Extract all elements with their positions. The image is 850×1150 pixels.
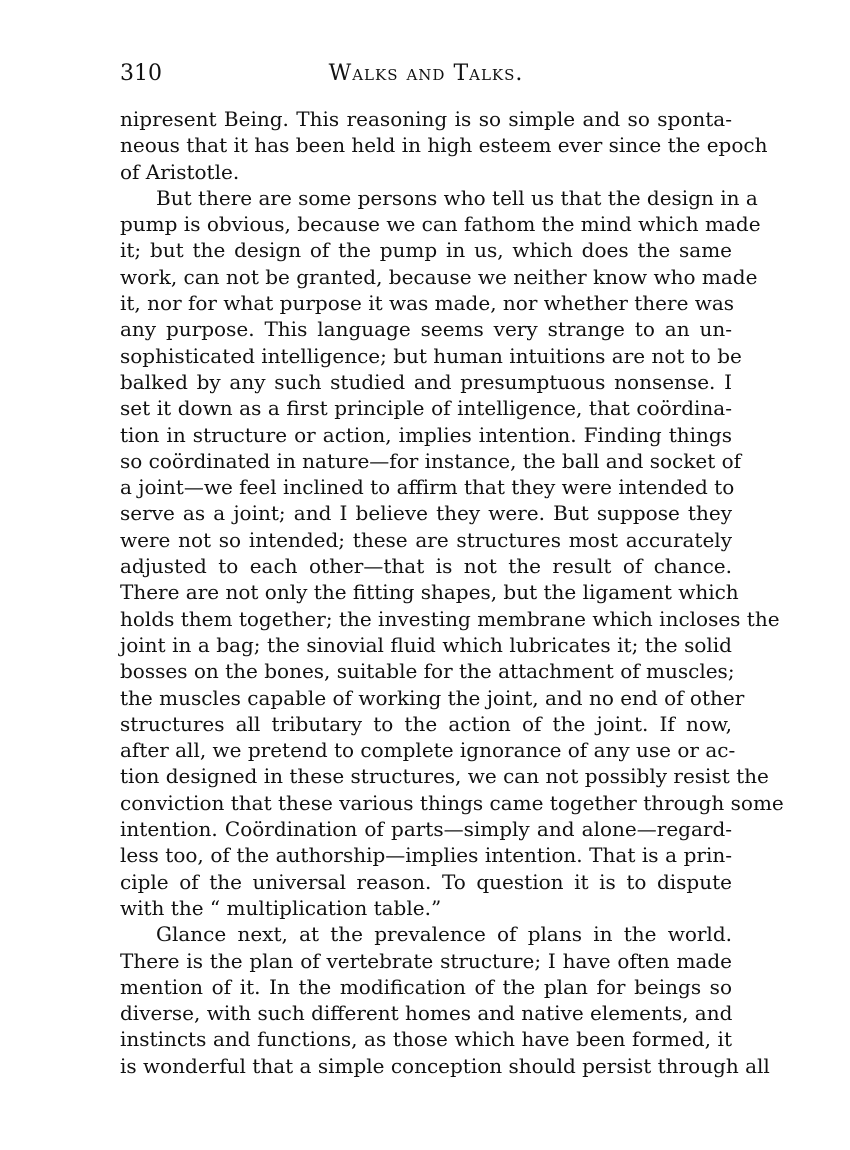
text-line: Glance next, at the prevalence of plans in the world. — [156, 922, 732, 947]
text-line: There is the plan of vertebrate structure; I have often made — [120, 948, 732, 973]
text-line: instincts and functions, as those which have been formed, it — [120, 1027, 732, 1052]
running-head — [120, 58, 732, 94]
text-line: work, can not be granted, because we neither know who made — [120, 264, 758, 289]
text-line: any purpose. This language seems very strange to an un- — [120, 317, 732, 342]
text-line: tion designed in these structures, we can not possibly resist the — [120, 764, 769, 789]
text-line: intention. Coördination of parts—simply and alone—regard- — [120, 817, 732, 842]
text-line: structures all tributary to the action of the joint. If now, — [120, 711, 732, 736]
text-line: with the “ multiplication table.” — [120, 895, 442, 920]
running-title: Walks and Talks. — [328, 61, 524, 86]
text-line: of Aristotle. — [120, 159, 240, 184]
text-line: But there are some persons who tell us that the design in a — [156, 185, 758, 210]
text-line: serve as a joint; and I believe they were. But suppose they — [120, 501, 732, 526]
text-line: a joint—we feel inclined to affirm that they were intended to — [120, 475, 735, 500]
paragraph-1 — [120, 106, 768, 185]
text-line: pump is obvious, because we can fathom the mind which made — [120, 212, 761, 237]
text-line: tion in structure or action, implies intention. Finding things — [120, 422, 732, 447]
text-line: diverse, with such different homes and native elements, and — [120, 1001, 733, 1026]
text-line: sophisticated intelligence; but human intuitions are not to be — [120, 343, 742, 368]
text-line: mention of it. In the modification of the plan for beings so — [120, 974, 732, 999]
text-line: balked by any such studied and presumptuous nonsense. I — [120, 369, 732, 394]
text-line: less too, of the authorship—implies intention. That is a prin- — [120, 843, 732, 868]
book-page — [120, 58, 784, 1079]
page-number: 310 — [120, 61, 162, 86]
paragraph-3 — [120, 921, 770, 1079]
text-line: holds them together; the investing membrane which incloses the — [120, 606, 780, 631]
text-line: nipresent Being. This reasoning is so simple and so sponta- — [120, 107, 732, 131]
text-line: is wonderful that a simple conception should persist through all — [120, 1053, 770, 1078]
text-line: after all, we pretend to complete ignorance of any use or ac- — [120, 738, 736, 763]
text-line: so coördinated in nature—for instance, the ball and socket of — [120, 448, 742, 473]
paragraph-2 — [120, 185, 784, 921]
text-line: joint in a bag; the sinovial fluid which lubricates it; the solid — [120, 632, 732, 657]
text-line: There are not only the fitting shapes, but the ligament which — [120, 580, 739, 605]
text-line: set it down as a first principle of intelligence, that coördina- — [120, 396, 732, 421]
text-line: it, nor for what purpose it was made, nor whether there was — [120, 291, 735, 316]
text-line: bosses on the bones, suitable for the attachment of muscles; — [120, 659, 735, 684]
text-line: neous that it has been held in high esteem ever since the epoch — [120, 133, 768, 158]
text-line: adjusted to each other—that is not the result of chance. — [120, 554, 732, 579]
body-text — [120, 106, 784, 1079]
text-line: were not so intended; these are structures most accurately — [120, 527, 732, 552]
text-line: it; but the design of the pump in us, which does the same — [120, 238, 732, 263]
text-line: ciple of the universal reason. To question it is to dispute — [120, 869, 732, 894]
text-line: the muscles capable of working the joint, and no end of other — [120, 685, 745, 710]
text-line: conviction that these various things came together through some — [120, 790, 784, 815]
